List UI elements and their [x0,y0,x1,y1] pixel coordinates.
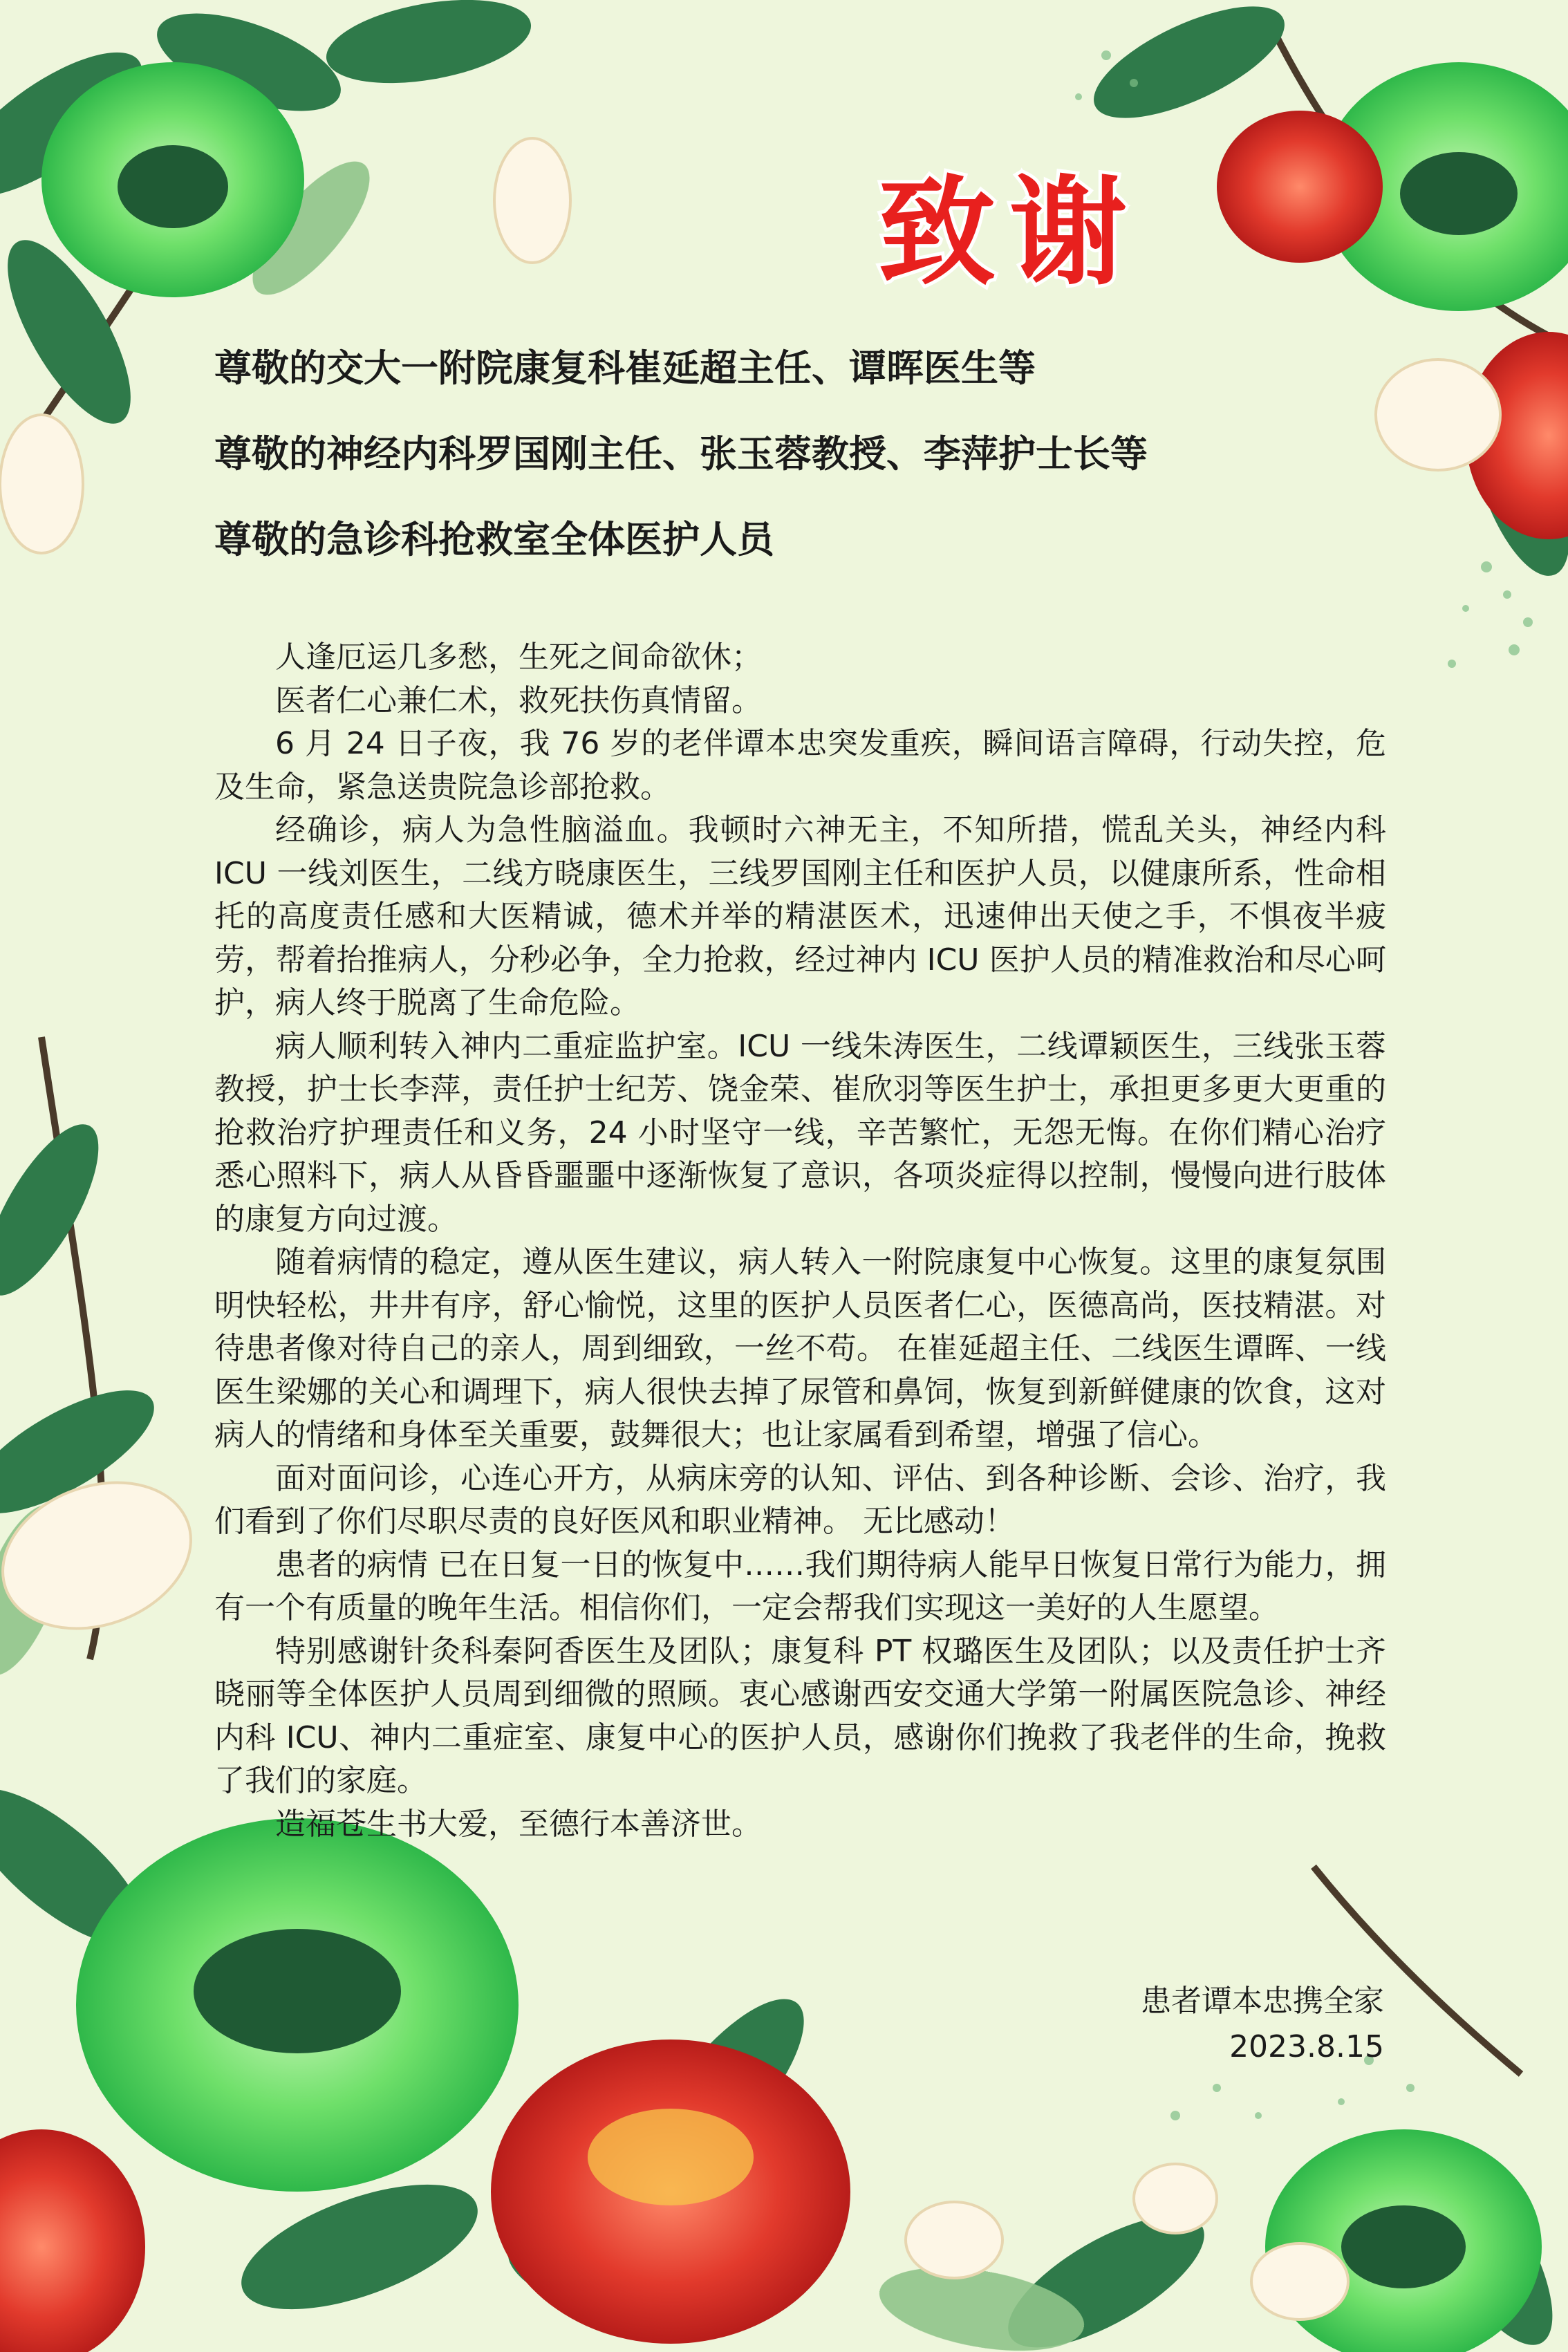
letter-paragraph: 6 月 24 日子夜，我 76 岁的老伴谭本忠突发重疾，瞬间语言障碍，行动失控，危及生命，紧急送贵院急诊部抢救。 [214,726,1386,805]
letter-paragraph: 病人顺利转入神内二重症监护室。ICU 一线朱涛医生，二线谭颖医生，三线张玉蓉教授，护士长李萍，责任护士纪芳、饶金荣、崔欣羽等医生护士，承担更多更大更重的抢救治疗护理责任和义务，24 小时坚守一线，辛苦繁忙，无怨无悔。在你们精心治疗悉心照料下，病人从昏昏噩噩中逐渐恢复了意识，各项炎症得以控制，慢慢向进行肢体的康复方向过渡。 [214,1028,1386,1237]
red-flower-bottom-center [491,2040,850,2344]
green-flower-top-left [41,62,304,297]
letter-paragraph: 经确诊，病人为急性脑溢血。我顿时六神无主，不知所措，慌乱关头，神经内科 ICU 一线刘医生，二线方晓康医生，三线罗国刚主任和医护人员，以健康所系，性命相托的高度责任感和大医精诚，德术并举的精湛医术，迅速伸出天使之手，不惧夜半疲劳，帮着抬推病人，分秒必争，全力抢救，经过神内 ICU 医护人员的精准救治和尽心呵护，病人终于脱离了生命危险。 [214,812,1386,1020]
title-text: 致谢 [877,166,1141,297]
letter-paragraph: 医者仁心兼仁术，救死扶伤真情留。 [275,682,762,718]
recipient-line: 尊敬的交大一附院康复科崔延超主任、谭晖医生等 [214,346,1036,390]
signature-date: 2023.8.15 [1229,2029,1384,2064]
red-flower-bottom-left [0,2129,145,2352]
letter-body [214,636,1386,1846]
recipient-line: 尊敬的神经内科罗国刚主任、张玉蓉教授、李萍护士长等 [214,432,1148,476]
recipient-list [214,346,1390,603]
title-heading [774,166,1244,297]
letter-paragraph: 造福苍生书大爱，至德行本善济世。 [275,1806,762,1842]
letter-paragraph: 人逢厄运几多愁，生死之间命欲休； [275,640,762,675]
letter-paragraph: 特别感谢针灸科秦阿香医生及团队；康复科 PT 权璐医生及团队；以及责任护士齐晓丽等全体医护人员周到细微的照顾。衷心感谢西安交通大学第一附属医院急诊、神经内科 ICU、神内二重症室、康复中心的医护人员，感谢你们挽救了我老伴的生命，挽救了我们的家庭。 [214,1633,1386,1798]
recipient-line: 尊敬的急诊科抢救室全体医护人员 [214,518,774,561]
letter-paragraph: 患者的病情 已在日复一日的恢复中……我们期待病人能早日恢复日常行为能力，拥有一个有质量的晚年生活。相信你们，一定会帮我们实现这一美好的人生愿望。 [214,1547,1386,1625]
letter-paragraph: 面对面问诊，心连心开方，从病床旁的认知、评估、到各种诊断、会诊、治疗，我们看到了你们尽职尽责的良好医风和职业精神。 无比感动！ [214,1460,1386,1539]
green-flower-bottom-left [76,1818,519,2192]
signature-block [1141,1979,1384,2070]
letter-paragraph: 随着病情的稳定，遵从医生建议，病人转入一附院康复中心恢复。这里的康复氛围明快轻松，井井有序，舒心愉悦，这里的医护人员医者仁心，医德高尚，医技精湛。对待患者像对待自己的亲人，周到细致，一丝不苟。 在崔延超主任、二线医生谭晖、一线医生梁娜的关心和调理下，病人很快去掉了尿管和鼻饲，恢复到新鲜健康的饮食，这对病人的情绪和身体至关重要，鼓舞很大；也让家属看到希望，增强了信心。 [214,1244,1386,1453]
signature-name: 患者谭本忠携全家 [1141,1984,1384,2019]
